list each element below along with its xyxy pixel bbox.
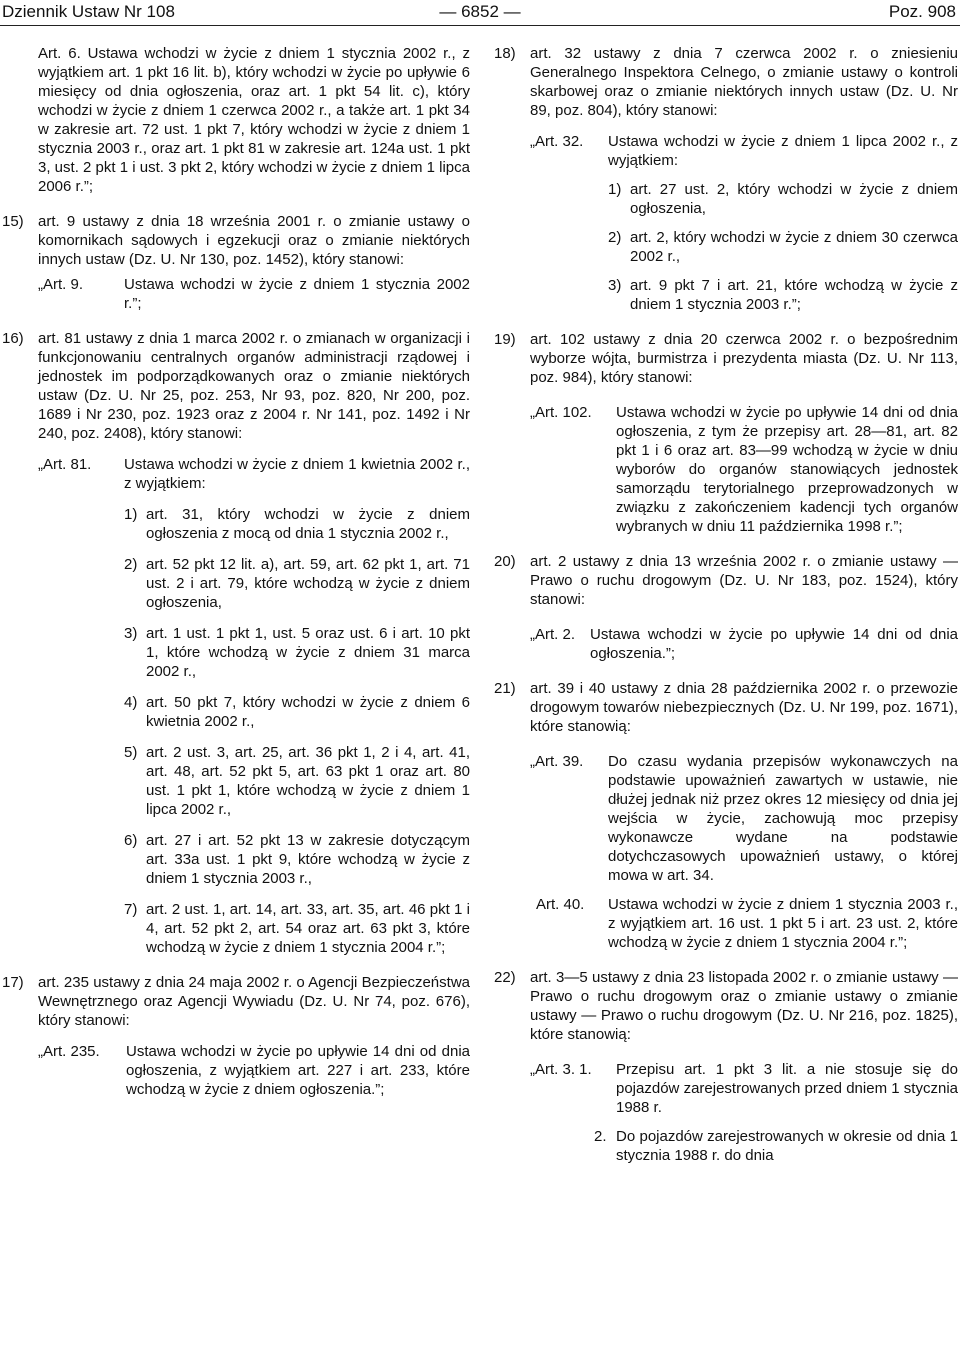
subitem-number: 1) <box>124 506 138 523</box>
quote-lead: Art. 40. <box>536 896 585 913</box>
position-number: Poz. 908 <box>888 2 956 21</box>
paragraph-number: 2. <box>594 1128 607 1145</box>
quote-lead: „Art. 3. 1. <box>530 1061 592 1078</box>
item-number: 19) <box>494 331 516 348</box>
subitem-text: art. 52 pkt 12 lit. a), art. 59, art. 62 pkt 1, art. 71 ust. 2 i art. 79, które wchodzą w życie z dniem ogłoszenia, <box>146 556 470 611</box>
item-number: 15) <box>2 213 24 230</box>
page-number: — 6852 — <box>439 2 521 21</box>
subitem-7 <box>124 900 470 957</box>
subitem-text: art. 1 ust. 1 pkt 1, ust. 5 oraz ust. 6 i art. 10 pkt 1, które wchodzą w życie z dniem 31 marca 2002 r., <box>146 625 470 680</box>
quote-art3-para2 <box>494 1127 958 1165</box>
subitem-text: art. 31, który wchodzi w życie z dniem ogłoszenia z mocą od dnia 1 stycznia 2002 r., <box>146 506 470 542</box>
quote-art102 <box>494 403 958 536</box>
subitem-1 <box>608 180 958 218</box>
quote-lead: „Art. 2. <box>530 626 576 643</box>
quote-art2 <box>494 625 958 663</box>
subitem-3 <box>608 276 958 314</box>
subitem-number: 4) <box>124 694 138 711</box>
quote-text: Ustawa wchodzi w życie po upływie 14 dni od dnia ogłoszenia.”; <box>590 626 958 662</box>
item-text: art. 3—5 ustawy z dnia 23 listopada 2002 r. o zmianie ustawy — Prawo o ruchu drogowym oraz o zmianie ustawy o zmianie ustawy — Prawo o ruchu drogowym (Dz. U. Nr 216, poz. 1825), które stanowią: <box>530 969 958 1043</box>
item-21 <box>494 679 958 736</box>
quote-lead: „Art. 102. <box>530 404 592 421</box>
item-number: 18) <box>494 45 516 62</box>
subitem-2 <box>608 228 958 266</box>
item-number: 20) <box>494 553 516 570</box>
subitem-text: art. 2 ust. 3, art. 25, art. 36 pkt 1, 2 i 4, art. 41, art. 48, art. 52 pkt 5, art. 63 pkt 1 oraz art. 80 ust. 1 pkt 1, które wchodzą w życie z dniem 1 lipca 2002 r., <box>146 744 470 818</box>
quote-lead: „Art. 39. <box>530 753 584 770</box>
item-text: art. 9 ustawy z dnia 18 września 2001 r. o zmianie ustawy o komornikach sądowych i egzekucji oraz o zmianie niektórych innych ustaw (Dz. U. Nr 130, poz. 1452), który stanowi: <box>38 213 470 268</box>
quote-art81 <box>2 455 470 493</box>
subitem-number: 1) <box>608 181 622 198</box>
item-20 <box>494 552 958 609</box>
subitem-text: art. 2, który wchodzi w życie z dniem 30 czerwca 2002 r., <box>630 229 958 265</box>
subitem-text: art. 2 ust. 1, art. 14, art. 33, art. 35, art. 46 pkt 1 i 4, art. 52 pkt 2, art. 54 oraz art. 63 pkt 3, które wchodzą w życie z dniem 1 stycznia 2004 r.”; <box>146 901 470 956</box>
journal-title: Dziennik Ustaw Nr 108 <box>2 2 175 21</box>
subitem-number: 7) <box>124 901 138 918</box>
subitem-number: 5) <box>124 744 138 761</box>
right-column <box>494 44 958 1165</box>
quote-lead: „Art. 9. <box>38 276 84 293</box>
header-rule <box>0 25 960 26</box>
quote-art32 <box>494 132 958 170</box>
subitem-number: 2) <box>608 229 622 246</box>
subitem-3 <box>124 624 470 681</box>
subitem-text: art. 27 i art. 52 pkt 13 w zakresie dotyczącym art. 33a ust. 1 pkt 9, które wchodzą w życie z dniem 1 stycznia 2003 r., <box>146 832 470 887</box>
quote-text: Ustawa wchodzi w życie z dniem 1 stycznia 2003 r., z wyjątkiem art. 16 ust. 1 pkt 5 i art. 23 ust. 2, które wchodzą w życie z dniem 1 stycznia 2004 r.”; <box>608 896 958 951</box>
subitem-text: art. 27 ust. 2, który wchodzi w życie z dniem ogłoszenia, <box>630 181 958 217</box>
item-text: art. 39 i 40 ustawy z dnia 28 października 2002 r. o przewozie drogowym towarów niebezpiecznych (Dz. U. Nr 199, poz. 1671), które stanowią: <box>530 680 958 735</box>
item-number: 16) <box>2 330 24 347</box>
item-text: art. 2 ustawy z dnia 13 września 2002 r. o zmianie ustawy — Prawo o ruchu drogowym (Dz. U. Nr 183, poz. 1524), który stanowi: <box>530 553 958 608</box>
item-number: 17) <box>2 974 24 991</box>
item-number: 21) <box>494 680 516 697</box>
subitem-text: art. 9 pkt 7 i art. 21, które wchodzą w życie z dniem 1 stycznia 2003 r.”; <box>630 277 958 313</box>
item-text: art. 235 ustawy z dnia 24 maja 2002 r. o Agencji Bezpieczeństwa Wewnętrznego oraz Agencji Wywiadu (Dz. U. Nr 74, poz. 676), który stanowi: <box>38 974 470 1029</box>
quote-lead: „Art. 81. <box>38 456 92 473</box>
quote-lead: „Art. 235. <box>38 1043 100 1060</box>
item-18 <box>494 44 958 120</box>
subitem-1 <box>124 505 470 543</box>
subitem-5 <box>124 743 470 819</box>
subitem-number: 3) <box>608 277 622 294</box>
quote-text: Ustawa wchodzi w życie z dniem 1 kwietnia 2002 r., z wyjątkiem: <box>124 456 470 492</box>
subitem-number: 3) <box>124 625 138 642</box>
item-15 <box>2 212 470 269</box>
art32-subitems <box>608 180 958 314</box>
item-text: art. 102 ustawy z dnia 20 czerwca 2002 r. o bezpośrednim wyborze wójta, burmistrza i prezydenta miasta (Dz. U. Nr 113, poz. 984), który stanowi: <box>530 331 958 386</box>
item-number: 22) <box>494 969 516 986</box>
subitem-4 <box>124 693 470 731</box>
subitem-6 <box>124 831 470 888</box>
quote-art3 <box>494 1060 958 1117</box>
item-text: art. 81 ustawy z dnia 1 marca 2002 r. o zmianach w organizacji i funkcjonowaniu centralnych organów administracji rządowej i jednostek im podporządkowanych oraz o zmianie niektórych ustaw (Dz. U. Nr 25, poz. 253, Nr 93, poz. 820, Nr 200, poz. 1689 i Nr 230, poz. 1923 oraz z 2004 r. Nr 141, poz. 1492 i Nr 240, poz. 2408), który stanowi: <box>38 330 470 442</box>
art6-paragraph: Art. 6. Ustawa wchodzi w życie z dniem 1 stycznia 2002 r., z wyjątkiem art. 1 pkt 16 lit. b), który wchodzi w życie po upływie 6 miesięcy od dnia ogłoszenia, oraz art. 1 pkt 54 lit. c), który wchodzi w życie z dniem 1 czerwca 2002 r., a także art. 1 pkt 34 w zakresie art. 72 ust. 1 pkt 7, który wchodzi w życie z dniem 1 stycznia 2003 r., oraz art. 1 pkt 81 w zakresie art. 124a ust. 1 pkt 3, ust. 2 pkt 1 i ust. 3 pkt 2, który wchodzi w życie z dniem 1 lipca 2006 r.”; <box>38 45 470 195</box>
item-17 <box>2 973 470 1030</box>
subitem-number: 2) <box>124 556 138 573</box>
quote-text: Ustawa wchodzi w życie po upływie 14 dni od dnia ogłoszenia, z tym że przepisy art. 28—81, art. 82 pkt 1 i 6 oraz art. 83—99 wchodzą w życie w dniu wyborów do organów stanowiących jednostek samorządu terytorialnego przeprowadzonych w związku z zakończeniem kadencji tych organów wybranych w dniu 11 października 1998 r.”; <box>616 404 958 535</box>
quote-art9 <box>2 275 470 313</box>
quote-text: Ustawa wchodzi w życie z dniem 1 lipca 2002 r., z wyjątkiem: <box>608 133 958 169</box>
quote-art40 <box>494 895 958 952</box>
quote-text: Przepisu art. 1 pkt 3 lit. a nie stosuje się do pojazdów zarejestrowanych przed dniem 1 stycznia 1988 r. <box>616 1061 958 1116</box>
subitem-text: art. 50 pkt 7, który wchodzi w życie z dniem 6 kwietnia 2002 r., <box>146 694 470 730</box>
quote-lead: „Art. 32. <box>530 133 584 150</box>
item-19 <box>494 330 958 387</box>
quote-art39 <box>494 752 958 885</box>
subitem-number: 6) <box>124 832 138 849</box>
page-header <box>0 0 960 26</box>
item-22 <box>494 968 958 1044</box>
quote-text: Do czasu wydania przepisów wykonawczych na podstawie upoważnień zawartych w ustawie, nie dłużej jednak niż przez okres 12 miesięcy od dnia jej wejścia w życie, zachowują moc przepisy wykonawcze wydane na podstawie dotychczasowych upoważnień ustawy, o której mowa w art. 34. <box>608 753 958 884</box>
subitem-2 <box>124 555 470 612</box>
left-column <box>2 44 470 1099</box>
quote-text: Ustawa wchodzi w życie z dniem 1 stycznia 2002 r.”; <box>124 276 470 312</box>
item-text: art. 32 ustawy z dnia 7 czerwca 2002 r. o zniesieniu Generalnego Inspektora Celnego, o zmianie ustawy o kontroli skarbowej oraz o zmianie niektórych innych ustaw (Dz. U. Nr 89, poz. 804), który stanowi: <box>530 45 958 119</box>
quote-text: Ustawa wchodzi w życie po upływie 14 dni od dnia ogłoszenia, z wyjątkiem art. 227 i art. 233, które wchodzą w życie z dniem ogłoszenia.”; <box>126 1043 470 1098</box>
item-16 <box>2 329 470 443</box>
art81-subitems <box>124 505 470 957</box>
quote-text: Do pojazdów zarejestrowanych w okresie od dnia 1 stycznia 1988 r. do dnia <box>616 1128 958 1164</box>
quote-art235 <box>2 1042 470 1099</box>
